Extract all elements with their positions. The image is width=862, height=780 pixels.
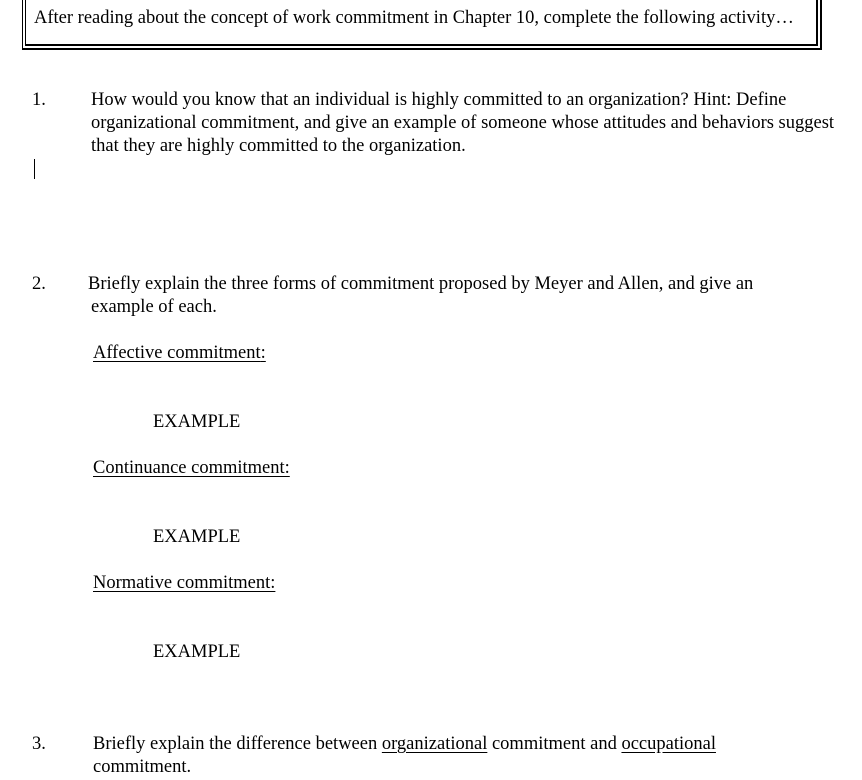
- normative-commitment-heading: Normative commitment:: [93, 573, 276, 593]
- question-3-number: 3.: [32, 734, 46, 754]
- text-cursor[interactable]: [34, 159, 35, 179]
- affective-commitment-heading: [93, 342, 266, 365]
- question-1-text: How would you know that an individual is highly committed to an organization? Hint: Define organizational commitment, and give an example of someone whose attitudes and behaviors suggest that they are highly committed to the organization.: [91, 90, 835, 156]
- question-1-number: 1.: [32, 90, 46, 110]
- continuance-example: EXAMPLE: [153, 527, 241, 547]
- instructions-box: [22, 0, 822, 50]
- affective-commitment-label: Affective commitment: [93, 343, 261, 363]
- continuance-commitment-heading: Continuance commitment:: [93, 458, 290, 478]
- question-2-text: [88, 273, 828, 319]
- affective-commitment-colon: :: [260, 343, 266, 363]
- normative-example: EXAMPLE: [153, 642, 241, 662]
- affective-example: EXAMPLE: [153, 412, 241, 432]
- question-2-line-2: example of each.: [91, 297, 217, 317]
- term-organizational: organizational: [381, 734, 488, 754]
- question-2-number: 2.: [32, 274, 46, 294]
- question-3-part-3: commitment.: [93, 757, 192, 777]
- question-3-text: [93, 733, 813, 779]
- term-occupational: occupational: [621, 734, 716, 754]
- question-2-line-1: Briefly explain the three forms of commitment proposed by Meyer and Allen, and give an: [88, 274, 754, 294]
- question-3-part-2: commitment and: [487, 734, 622, 754]
- instructions-text: After reading about the concept of work commitment in Chapter 10, complete the following activity…: [34, 8, 794, 28]
- question-3-part-1: Briefly explain the difference between: [93, 734, 382, 754]
